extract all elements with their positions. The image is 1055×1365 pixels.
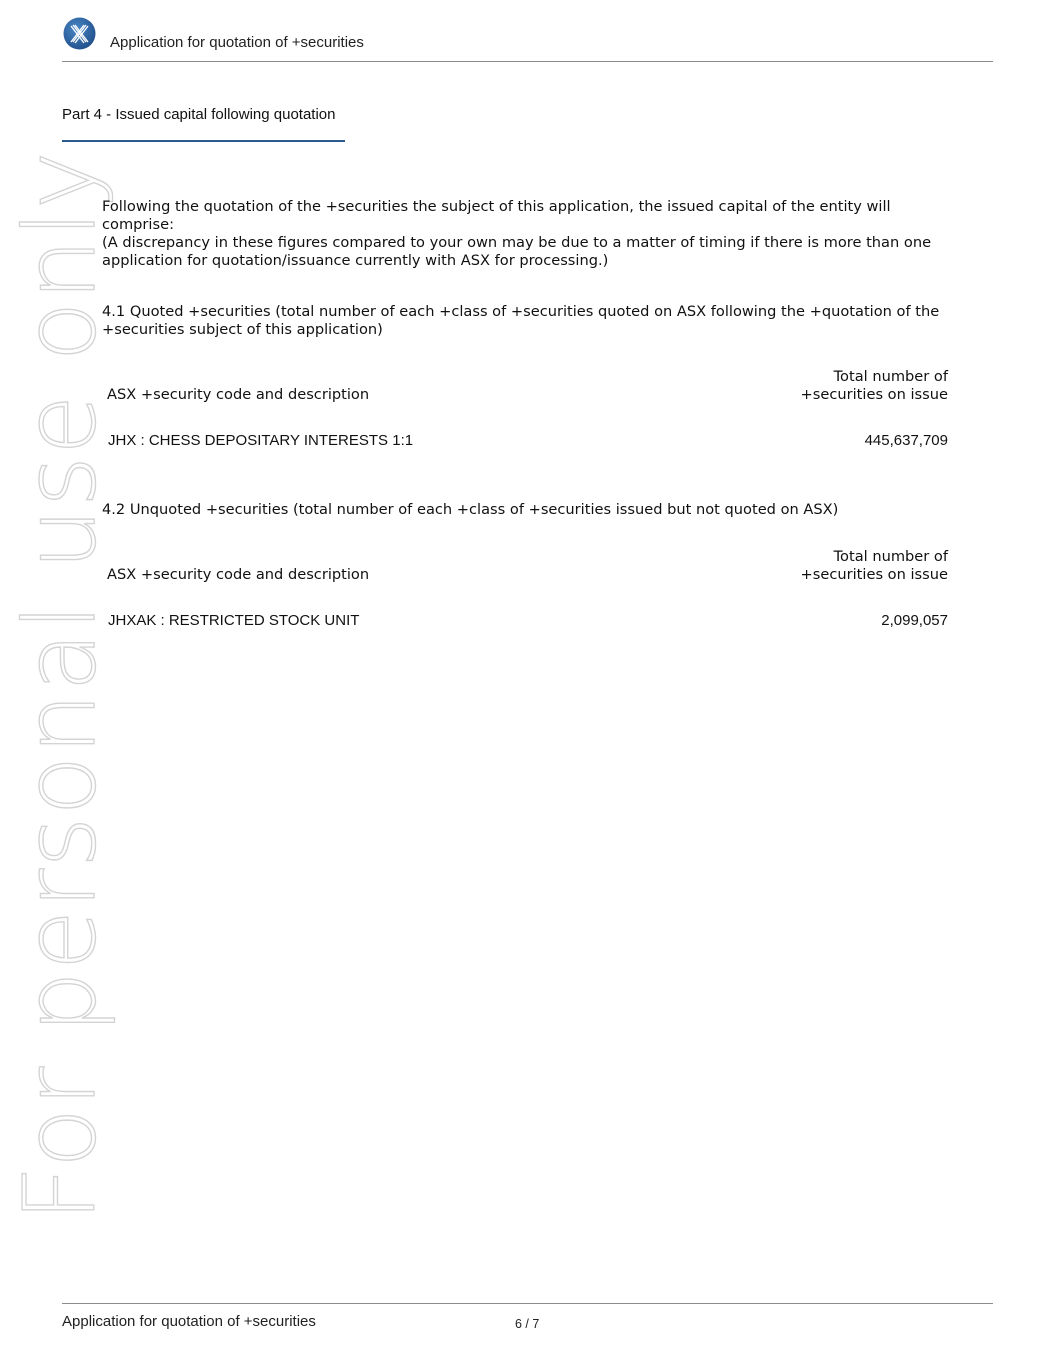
intro-line-1: Following the quotation of the +securities the subject of this application, the issued capital of the entity will comprise: bbox=[102, 198, 891, 233]
column-header-total-line1: Total number of bbox=[833, 548, 948, 565]
intro-line-2: (A discrepancy in these figures compared to your own may be due to a matter of timing if there is more than one application for quotation/issuance currently with ASX for processing.) bbox=[102, 234, 932, 269]
table-row bbox=[102, 612, 948, 629]
header-title: Application for quotation of +securities bbox=[110, 34, 364, 51]
section-4-1-heading: 4.1 Quoted +securities (total number of each +class of +securities quoted on ASX following the +quotation of the +securities subject of this application) bbox=[102, 303, 940, 338]
header-divider bbox=[62, 61, 993, 62]
section-4-2-heading: 4.2 Unquoted +securities (total number of each +class of +securities issued but not quoted on ASX) bbox=[102, 501, 839, 518]
unquoted-securities-table bbox=[102, 548, 948, 629]
asx-logo-icon bbox=[63, 17, 96, 50]
intro-paragraph bbox=[102, 198, 962, 270]
table-row bbox=[102, 432, 948, 449]
footer-title: Application for quotation of +securities bbox=[62, 1313, 316, 1330]
column-header-total bbox=[801, 368, 948, 404]
table-header bbox=[102, 548, 948, 584]
part-title-underline bbox=[62, 140, 345, 142]
page-number: 6 / 7 bbox=[515, 1317, 540, 1331]
column-header-total-line2: +securities on issue bbox=[800, 386, 948, 403]
security-total: 445,637,709 bbox=[864, 432, 948, 449]
footer-divider bbox=[62, 1303, 993, 1304]
part-title: Part 4 - Issued capital following quotation bbox=[62, 106, 336, 123]
column-header-total bbox=[801, 548, 948, 584]
quoted-securities-table bbox=[102, 368, 948, 449]
watermark-text: For personal use only bbox=[4, 150, 118, 1222]
column-header-total-line1: Total number of bbox=[833, 368, 948, 385]
security-description: JHXAK : RESTRICTED STOCK UNIT bbox=[108, 612, 360, 629]
security-description: JHX : CHESS DEPOSITARY INTERESTS 1:1 bbox=[108, 432, 414, 449]
column-header-description: ASX +security code and description bbox=[107, 386, 370, 403]
security-total: 2,099,057 bbox=[881, 612, 948, 629]
column-header-total-line2: +securities on issue bbox=[800, 566, 948, 583]
table-header bbox=[102, 368, 948, 404]
column-header-description: ASX +security code and description bbox=[107, 566, 370, 583]
